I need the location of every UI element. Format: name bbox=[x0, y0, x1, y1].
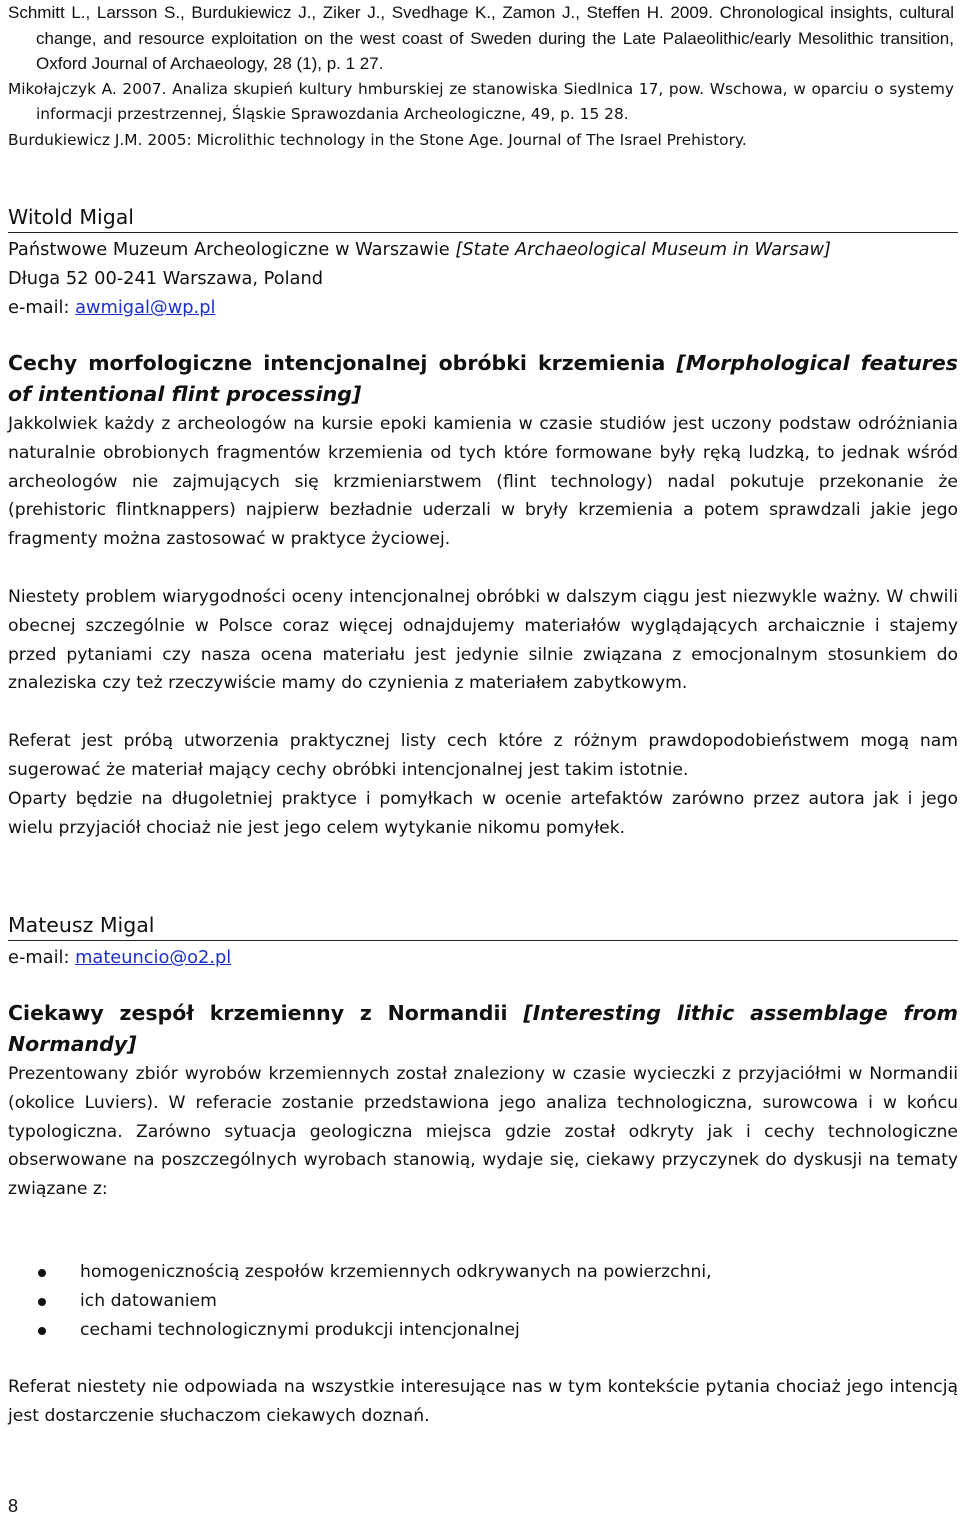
paragraph: Oparty będzie na długoletniej praktyce i pomyłkach w ocenie artefaktów zarówno przez autora jak i jego wielu przyjaciół chociaż nie jest jego celem wytykanie nikomu pomyłek. bbox=[8, 788, 958, 838]
author-header-witold bbox=[8, 202, 958, 322]
affiliation bbox=[8, 235, 958, 264]
reference-item: Burdukiewicz J.M. 2005: Microlithic technology in the Stone Age. Journal of The Israel Prehistory. bbox=[8, 130, 747, 149]
title-polish: Cechy morfologiczne intencjonalnej obróbki krzemienia bbox=[8, 351, 666, 375]
bullet-icon bbox=[38, 1327, 46, 1335]
abstract-title bbox=[8, 348, 958, 410]
affiliation-polish: Państwowe Muzeum Archeologiczne w Warszawie bbox=[8, 239, 450, 260]
email-label: e-mail: bbox=[8, 297, 76, 318]
paragraph: Niestety problem wiarygodności oceny intencjonalnej obróbki w dalszym ciągu jest niezwykle ważny. W chwili obecnej szczególnie w Polsce coraz więcej odnajdujemy materiałów wyglądających archaicznie i stajemy przed pytaniami czy nasza ocena materiału jest jedynie silnie związana z emocjonalnym stosunkiem do znaleziska czy też rzeczywiście mamy do czynienia z materiałem zabytkowym. bbox=[8, 586, 958, 694]
email-label: e-mail: bbox=[8, 947, 76, 968]
abstract-mateusz bbox=[8, 998, 958, 1204]
closing-paragraph-block bbox=[8, 1373, 958, 1431]
affiliation-english: [State Archaeological Museum in Warsaw] bbox=[455, 239, 831, 260]
list-item bbox=[38, 1258, 712, 1287]
author-name: Mateusz Migal bbox=[8, 910, 958, 941]
paragraph: Prezentowany zbiór wyrobów krzemiennych został znaleziony w czasie wycieczki z przyjaciółmi w Normandii (okolice Luviers). W referacie zostanie przedstawiona jego analiza technologiczna, surowcowa i w końcu typologiczna. Zarówno sytuacja geologiczna miejsca gdzie został odkryty jak i cechy technologiczne obserwowane na poszczególnych wyrobach stanowią, wydaje się, ciekawy przyczynek do dyskusji na tematy związane z: bbox=[8, 1064, 958, 1200]
reference-item: Mikołajczyk A. 2007. Analiza skupień kultury hmburskiej ze stanowiska Siedlnica 17, pow. Wschowa, w oparciu o systemy informacji przestrzennej, Śląskie Sprawozdania Archeologiczne, 49, p. 15 28. bbox=[8, 79, 954, 123]
list-item bbox=[38, 1287, 712, 1316]
title-english: [Interesting lithic assemblage from Normandy] bbox=[8, 1001, 958, 1056]
reference-item: Schmitt L., Larsson S., Burdukiewicz J., Ziker J., Svedhage K., Zamon J., Steffen H. 2009. Chronological insights, cultural change, and resource exploitation on the west coast of Sweden during the Late Palaeolithic/early Mesolithic transition, Oxford Journal of Archaeology, 28 (1), p. 1 27. bbox=[8, 3, 954, 73]
title-english: [Morphological features of intentional flint processing] bbox=[8, 351, 959, 406]
list-item-text: homogenicznością zespołów krzemiennych odkrywanych na powierzchni, bbox=[80, 1262, 712, 1282]
list-item bbox=[38, 1316, 712, 1345]
bullet-icon bbox=[38, 1298, 46, 1306]
bullet-list bbox=[38, 1258, 712, 1345]
abstract-title bbox=[8, 998, 958, 1060]
page-number: 8 bbox=[8, 1496, 19, 1516]
email-line bbox=[8, 943, 958, 972]
bullet-icon bbox=[38, 1269, 46, 1277]
paragraph: Referat jest próbą utworzenia praktycznej listy cech które z różnym prawdopodobieństwem mogą nam sugerować że materiał mający cechy obróbki intencjonalnej jest takim istotnie. bbox=[8, 731, 958, 780]
email-link[interactable]: awmigal@wp.pl bbox=[75, 297, 216, 318]
paragraph: Jakkolwiek każdy z archeologów na kursie epoki kamienia w czasie studiów jest uczony podstaw odróżniania naturalnie obrobionych fragmentów krzemienia od tych które formowane były ręką ludzką, to jednak wśród archeologów nie zajmujących się krzmieniarstwem (flint technology) nadal pokutuje przekonanie że (prehistoric flintknappers) najpierw bezładnie uderzali w bryły krzemienia a potem sprawdzali jakie jego fragmenty można zastosować w praktyce życiowej. bbox=[8, 414, 958, 550]
abstract-witold bbox=[8, 348, 958, 842]
list-item-text: cechami technologicznymi produkcji intencjonalnej bbox=[80, 1320, 520, 1340]
title-polish: Ciekawy zespół krzemienny z Normandii bbox=[8, 1001, 508, 1025]
address: Długa 52 00-241 Warszawa, Poland bbox=[8, 268, 324, 289]
email-line bbox=[8, 293, 958, 322]
email-link[interactable]: mateuncio@o2.pl bbox=[75, 947, 232, 968]
list-item-text: ich datowaniem bbox=[80, 1291, 217, 1311]
author-name: Witold Migal bbox=[8, 202, 958, 233]
reference-list bbox=[8, 0, 954, 153]
paragraph: Referat niestety nie odpowiada na wszystkie interesujące nas w tym kontekście pytania chociaż jego intencją jest dostarczenie słuchaczom ciekawych doznań. bbox=[8, 1377, 958, 1426]
author-header-mateusz bbox=[8, 910, 958, 972]
